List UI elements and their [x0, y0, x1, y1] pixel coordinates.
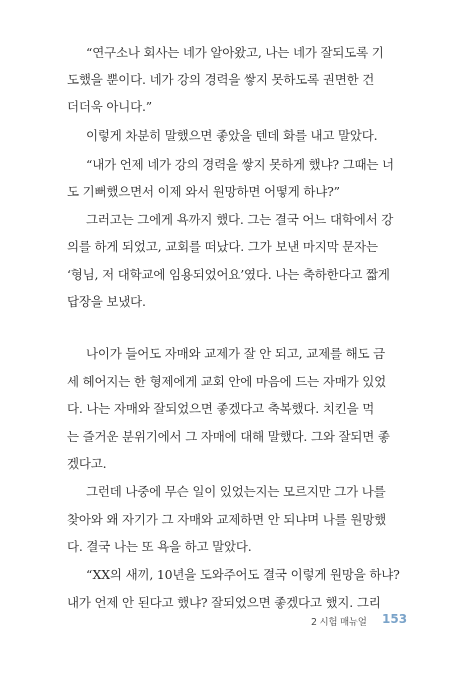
- text-line: 더더욱 아니다.”: [67, 99, 152, 114]
- text-line: 는 즐거운 분위기에서 그 자매에 대해 말했다. 그와 잘되면 좋: [67, 429, 390, 444]
- text-line: “연구소나 회사는 네가 알아왔고, 나는 네가 잘되도록 기: [86, 45, 384, 60]
- text-line: 답장을 보냈다.: [67, 294, 146, 309]
- page-footer: [0, 612, 470, 630]
- text-line: 찾아와 왜 자기가 그 자매와 교제하면 안 되냐며 나를 원망했: [67, 512, 386, 527]
- text-line: “내가 언제 네가 강의 경력을 쌓지 못하게 했냐? 그때는 너: [86, 157, 394, 172]
- text-line: 그런데 나중에 무슨 일이 있었는지는 모르지만 그가 나를: [86, 484, 386, 499]
- text-line: 나이가 들어도 자매와 교제가 잘 안 되고, 교제를 해도 금: [86, 346, 385, 361]
- text-line: 도했을 뿐이다. 네가 강의 경력을 쌓지 못하도록 권면한 건: [67, 72, 375, 87]
- text-line: 도 기뻐했으면서 이제 와서 원망하면 어떻게 하냐?”: [67, 184, 340, 199]
- text-line: “XX의 새끼, 10년을 도와주어도 결국 이렇게 원망을 하냐?: [86, 567, 400, 582]
- text-line: 다. 나는 자매와 잘되었으면 좋겠다고 축복했다. 치킨을 먹: [67, 401, 375, 416]
- text-line: ‘형님, 저 대학교에 임용되었어요’였다. 나는 축하한다고 짧게: [67, 267, 390, 282]
- text-line: 이렇게 차분히 말했으면 좋았을 텐데 화를 내고 말았다.: [86, 128, 378, 143]
- text-line: 겠다고.: [67, 456, 107, 471]
- page-number: 153: [382, 612, 408, 626]
- text-line: 다. 결국 나는 또 욕을 하고 말았다.: [67, 539, 252, 554]
- text-line: 내가 언제 안 된다고 했냐? 잘되었으면 좋겠다고 했지. 그리: [67, 595, 381, 610]
- text-line: 그러고는 그에게 욕까지 했다. 그는 결국 어느 대학에서 강: [86, 212, 394, 227]
- chapter-title: 2 시험 매뉴얼: [311, 617, 367, 628]
- text-line: 의를 하게 되었고, 교회를 떠났다. 그가 보낸 마지막 문자는: [67, 239, 378, 254]
- text-line: 세 헤어지는 한 형제에게 교회 안에 마음에 드는 자매가 있었: [67, 374, 386, 389]
